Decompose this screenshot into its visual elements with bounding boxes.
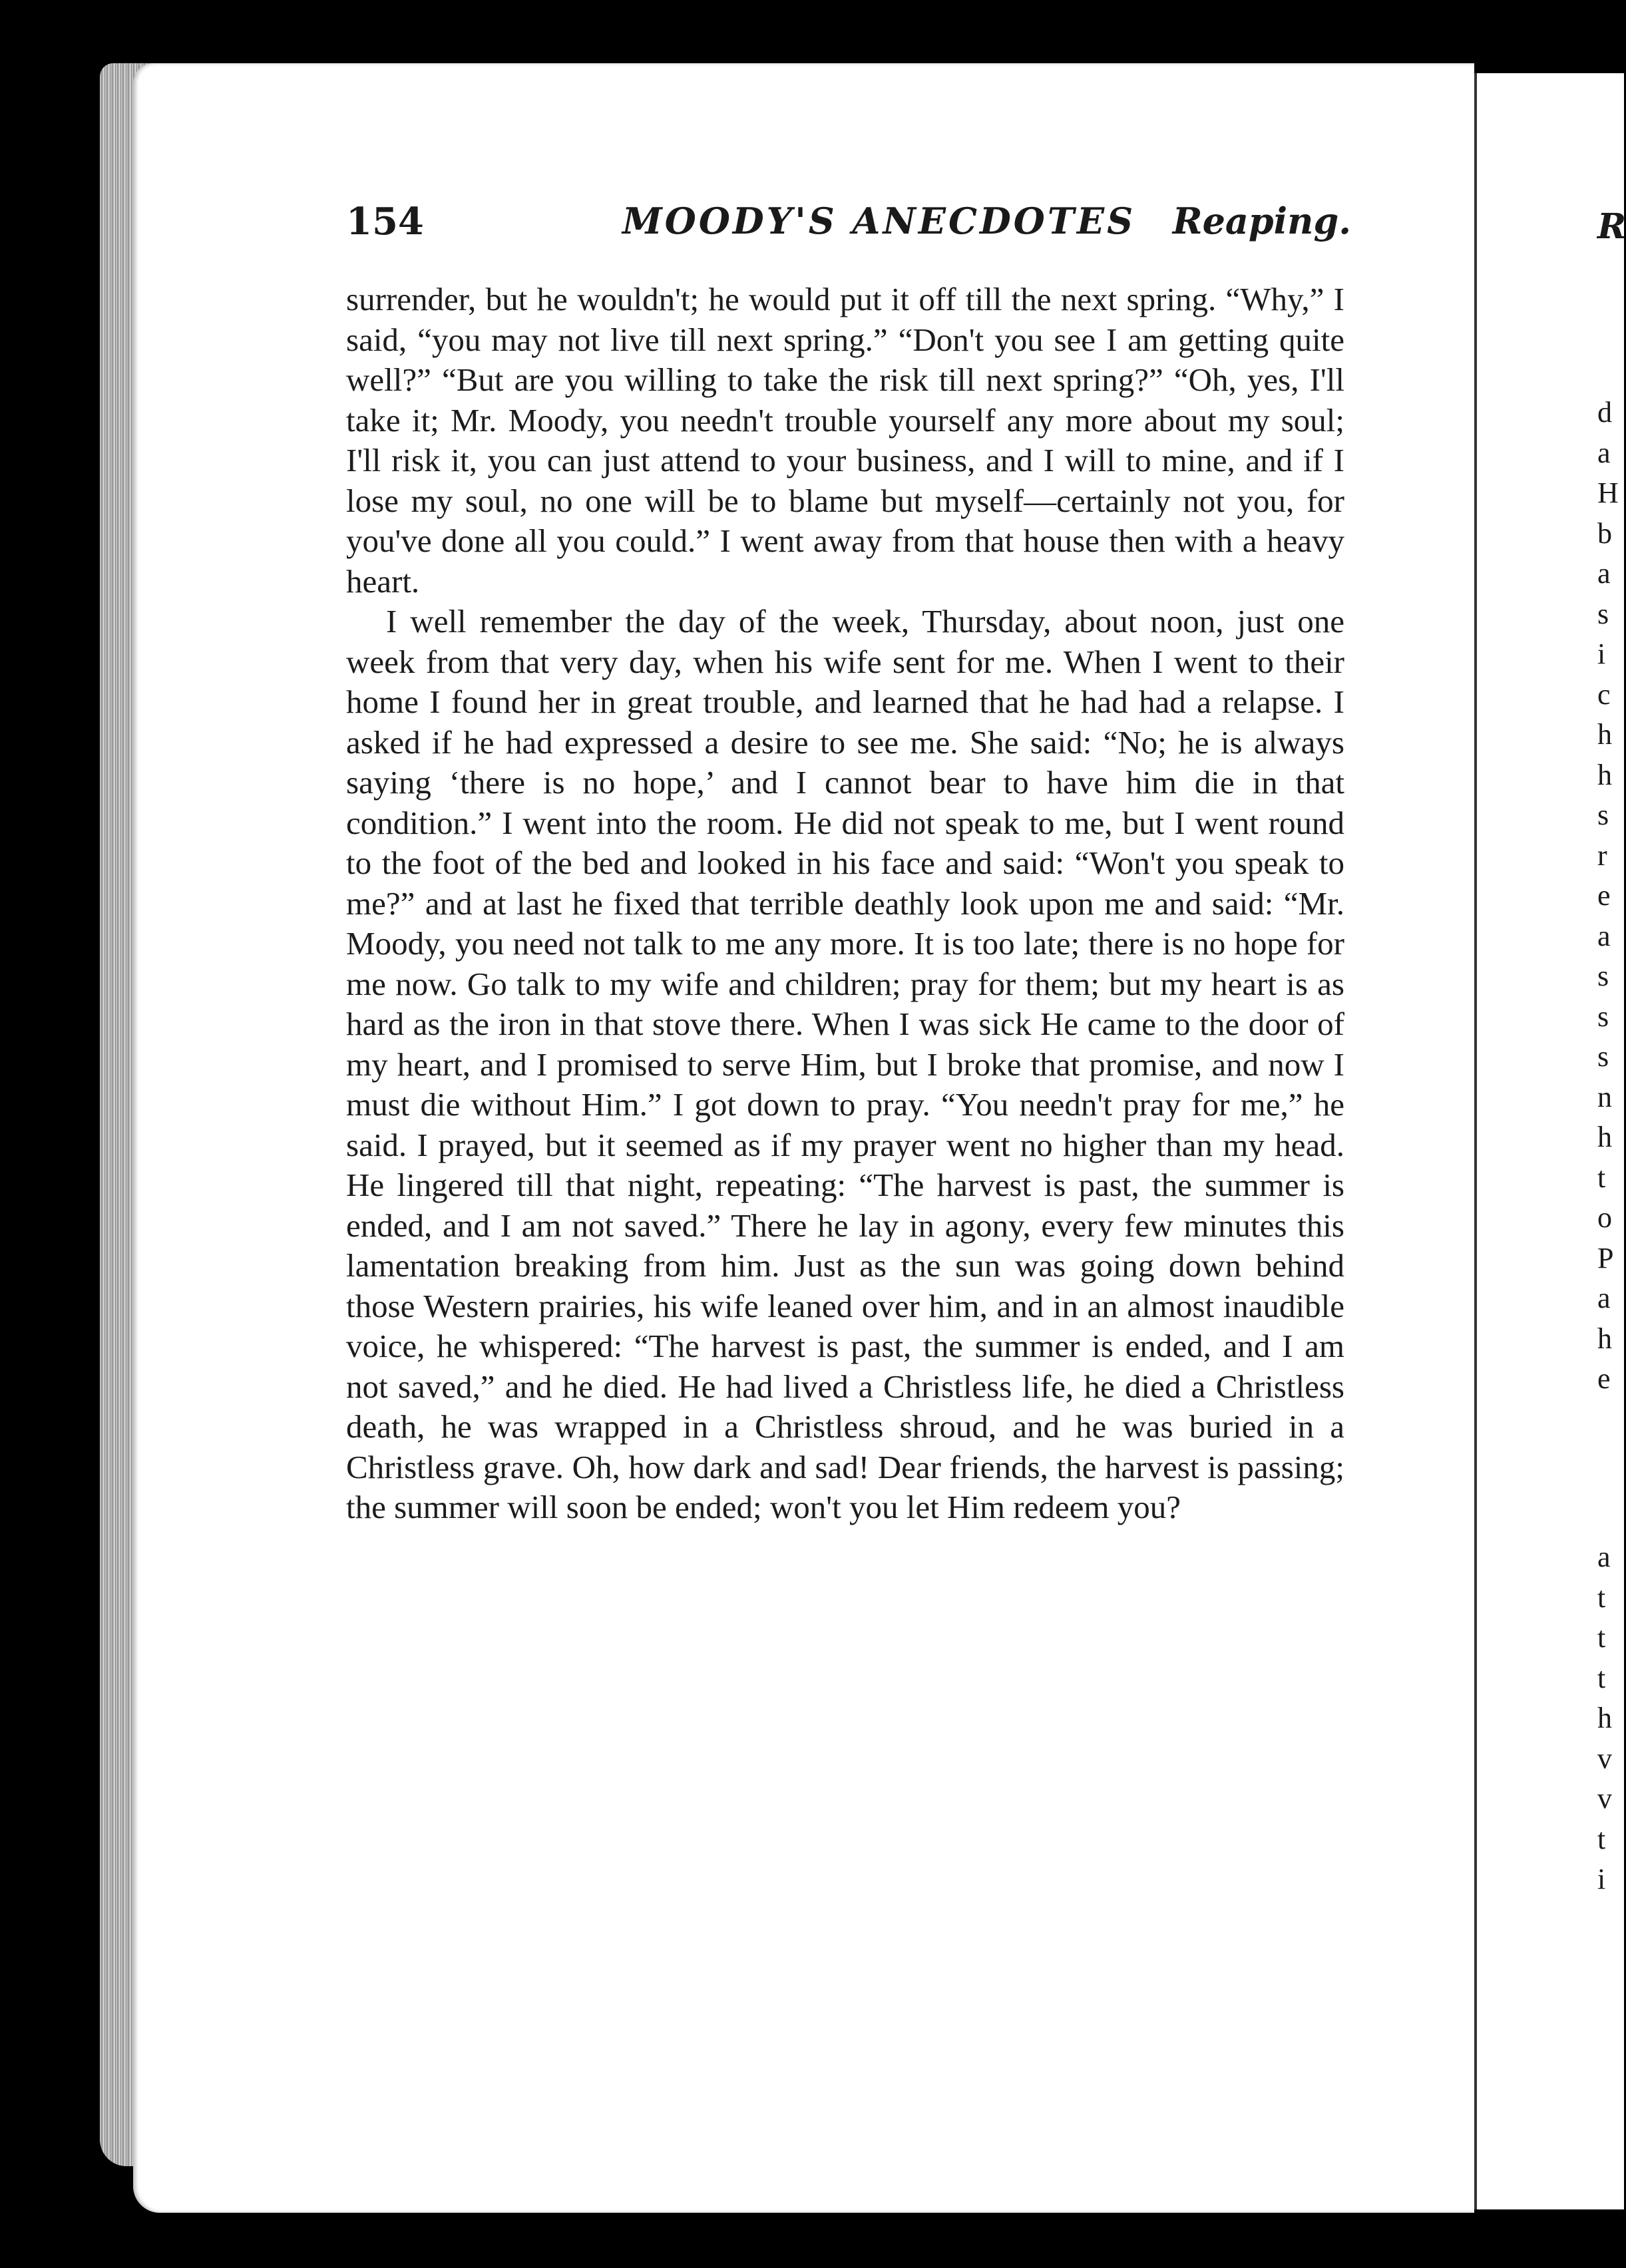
right-page-letter: v xyxy=(1597,1742,1612,1775)
right-page-letter: h xyxy=(1597,758,1612,791)
paragraph-1: surrender, but he wouldn't; he would put it off till the next spring. “Why,” I said, “you may not live till next spring.” “Don't you see I am getting quite well?” “But are you willing to take the risk till next spring?” “Oh, yes, I'll take it; Mr. Moody, you needn't trouble yourself any more about my soul; I'll risk it, you can just attend to your business, and I will to mine, and if I lose my soul, no one will be to blame but myself—certainly not you, for you've done all you could.” I went away from that house then with a heavy heart. xyxy=(346,281,1344,600)
right-page-letter: t xyxy=(1597,1581,1606,1614)
right-page-letter: i xyxy=(1597,638,1606,670)
right-page-head-fragment: R xyxy=(1597,206,1626,247)
right-page-letter: a xyxy=(1597,1541,1611,1573)
right-page-letter: n xyxy=(1597,1080,1612,1113)
right-page-letter: s xyxy=(1597,1040,1609,1073)
right-page-letter: t xyxy=(1597,1161,1606,1194)
right-page-letter: h xyxy=(1597,1121,1612,1153)
right-page-letter: r xyxy=(1597,839,1607,872)
right-page-letter: o xyxy=(1597,1201,1612,1234)
book-title: MOODY'S ANECDOTES xyxy=(622,200,1136,242)
right-page-letter: v xyxy=(1597,1782,1612,1815)
right-page-letters-upper xyxy=(1597,393,1619,1400)
right-page-letter: a xyxy=(1597,1282,1611,1314)
right-page-letter: s xyxy=(1597,1000,1609,1033)
section-name: Reaping. xyxy=(1172,200,1351,242)
right-page-letters-lower xyxy=(1597,1537,1612,1900)
right-page-letter: s xyxy=(1597,960,1609,992)
paragraph-2: I well remember the day of the week, Thursday, about noon, just one week from that very day, when his wife sent for me. When I went to their home I found her in great trouble, and learned that he had had a relapse. I asked if he had expressed a desire to see me. She said: “No; he is always saying ‘there is no hope,’ and I cannot bear to have him die in that condition.” I went into the room. He did not speak to me, but I went round to the foot of the bed and looked in his face and said: “Won't you speak to me?” and at last he fixed that terrible deathly look upon me and said: “Mr. Moody, you need not talk to me any more. It is too late; there is no hope for me now. Go talk to my wife and children; pray for them; but my heart is as hard as the iron in that stove there. When I was sick He came to the door of my heart, and I promised to serve Him, but I broke that promise, and now I must die without Him.” I got down to pray. “You needn't pray for me,” he said. I prayed, but it seemed as if my prayer went no higher than my head. He lingered till that night, repeating: “The harvest is past, the summer is ended, and I am not saved.” There he lay in agony, every few minutes this lamentation breaking from him. Just as the sun was going down behind those Western prairies, his wife leaned over him, and in an almost inaudible voice, he whispered: “The harvest is past, the summer is ended, and I am not saved,” and he died. He had lived a Christless life, he died a Christless death, he was wrapped in a Christless shroud, and he was buried in a Christless grave. Oh, how dark and sad! Dear friends, the harvest is passing; the summer will soon be ended; won't you let Him redeem you? xyxy=(346,603,1344,1525)
right-page-letter: s xyxy=(1597,597,1609,630)
right-page-letter: a xyxy=(1597,919,1611,952)
right-page-letter: h xyxy=(1597,718,1612,751)
right-page-letter: d xyxy=(1597,396,1612,429)
right-page-letter: c xyxy=(1597,677,1611,711)
right-page-letter: t xyxy=(1597,1822,1606,1855)
right-page-letter: e xyxy=(1597,879,1611,912)
running-head xyxy=(346,200,1351,260)
right-page-letter: P xyxy=(1597,1241,1614,1274)
right-page-letter: h xyxy=(1597,1322,1612,1355)
right-page-letter: s xyxy=(1597,799,1609,831)
body-text xyxy=(346,280,1344,1528)
right-page-letter: t xyxy=(1597,1621,1606,1654)
right-page-letter: a xyxy=(1597,557,1611,590)
right-page-letter: i xyxy=(1597,1863,1606,1895)
right-page-letter: e xyxy=(1597,1362,1611,1395)
right-page-letter: a xyxy=(1597,436,1611,469)
right-page-letter: b xyxy=(1597,516,1612,550)
page-number: 154 xyxy=(346,200,424,244)
right-page-letter: h xyxy=(1597,1702,1612,1734)
right-page-letter: t xyxy=(1597,1661,1606,1694)
right-page-letter: H xyxy=(1597,476,1619,509)
